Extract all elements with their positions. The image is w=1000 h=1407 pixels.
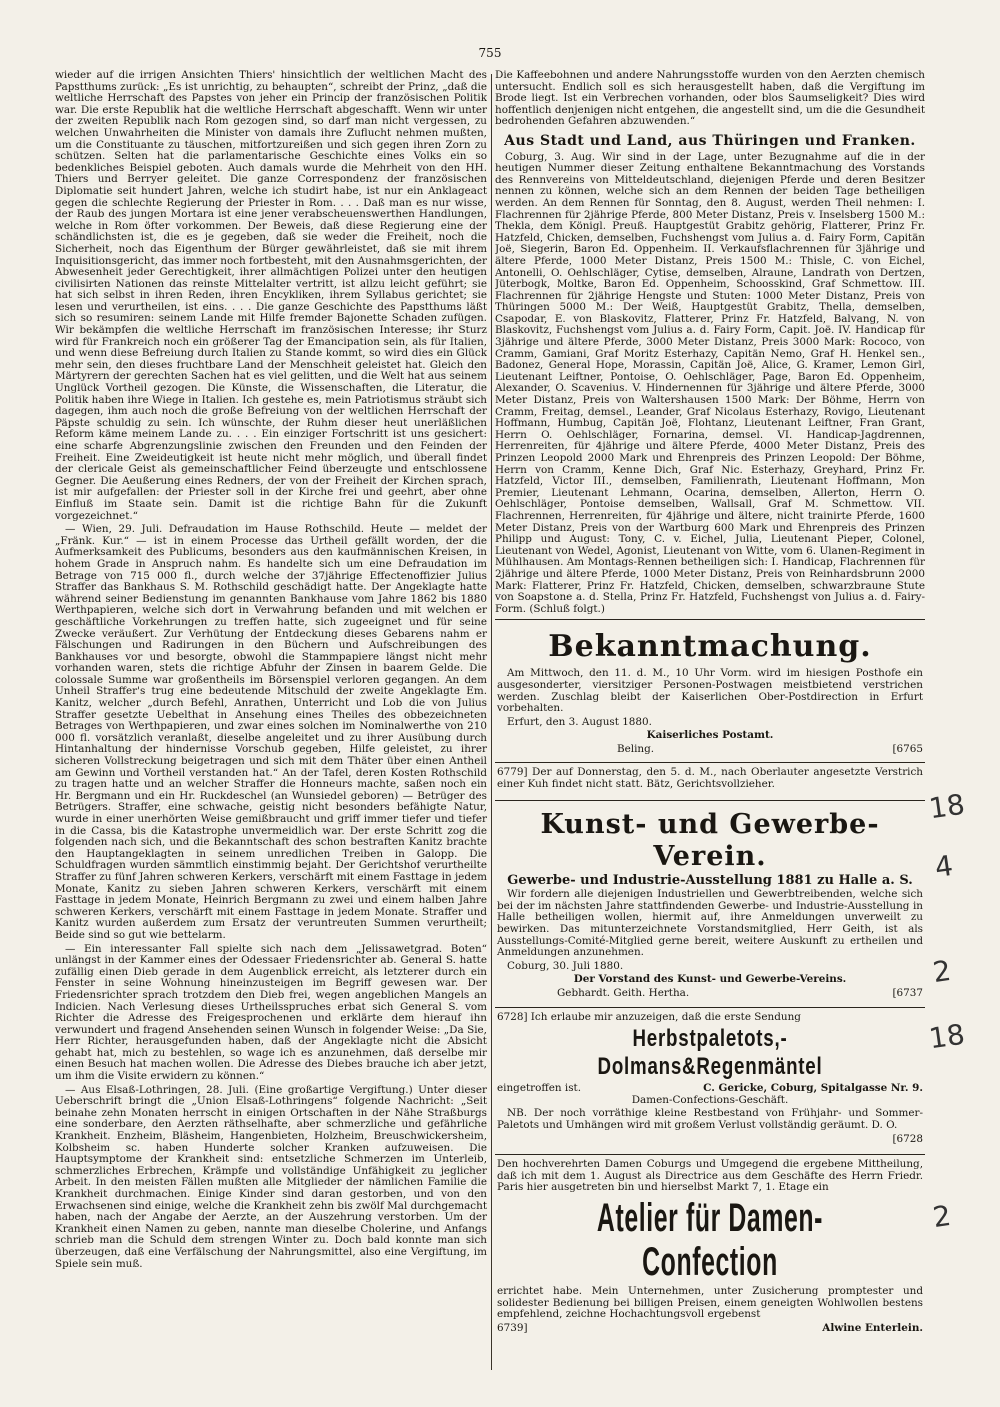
ad-body: errichtet habe. Mein Unternehmen, unter Zusicherung promptester und solidester Bedienung bei billigen Preisen, einem geneigten Wohlwollen bestens empfehlend, zeichne Hochachtungsvoll ergebenst <box>497 1284 923 1321</box>
margin-mark: 2 <box>930 1198 954 1235</box>
left-column <box>55 70 487 1370</box>
ad-name: Beling. <box>617 742 655 755</box>
ad-intro: Den hochverehrten Damen Coburgs und Umgegend die ergebene Mittheilung, daß ich mit dem 1. August als Directrice aus dem Geschäfte des Herrn Friedr. Paris hier ausgetreten bin und hierselbst Markt 7, 1. Etage ein <box>497 1158 923 1194</box>
article-papacy: wieder auf die irrigen Ansichten Thiers' hinsichtlich der weltlichen Macht des Papstthums zurück: „Es ist unrichtig, zu behaupten“, schreibt der Prinz, „daß die weltliche Herrschaft des Papstes von jeher ein Princip der französischen Politik war. Die erste Republik hat die weltliche Herrschaft abgeschafft. Wenn wir unter der zweiten Republik nach Rom gezogen sind, so darf man nicht vergessen, zu welchen Unwahrheiten die Minister von damals ihre Zuflucht nehmen mußten, um die Constituante zu täuschen, mitfortzureißen und sich gegen ihren Zorn zu schützen. Selten hat die parlamentarische Geschichte eines Volks ein so bedenkliches Beispiel geboten. Auch damals wurde die Mehrheit von den HH. Thiers und Berryer geleitet. Die ganze Correspondenz der französischen Diplomatie seit hundert Jahren, welche ich studirt habe, ist nur ein Anklageact gegen die schlechte Regierung der Priester in Rom. . . . Daß man es nur wisse, der Raub des jungen Mortara ist eine jener verabscheuenswerthen Handlungen, welche in Rom öfter vorkommen. Der Beweis, daß diese Regierung eine der schändlichsten ist, die es je gegeben, daß sie weder die Freiheit, noch die Sicherheit, noch das Eigenthum der Bürger gewährleistet, daß sie mit ihrem Inquisitionsgericht, das immer noch fortbesteht, mit den Ausnahmsgerichten, der Abwesenheit jeder Gerechtigkeit, ihrer allmächtigen Polizei unter den heutigen civilisirten Nationen das reinste Mittelalter vertritt, ist allzu leicht geführt; sie hat sich selbst in ihren Reden, ihren Encykliken, ihrem Syllabus gerichtet; sie lesen und verurtheilen, ist eins. . . . Die ganze Geschichte des Papstthums läßt sich so resumiren: seinem Lande mit Hilfe fremder Bajonette Schaden zufügen. Wir bekämpfen die weltliche Herrschaft im französischen Interesse; ihr Sturz wird für Frankreich noch ein größerer Tag der Emancipation sein, als für Italien, und wenn diese Befreiung durch Italien zu Stande kommt, so wird dies ein Glück mehr sein, den dieses fruchtbare Land der Menschheit geleistet hat. Gleich den Märtyrern der gerechten Sachen hat es viel gelitten, und die Welt hat aus seinem Unglück Vortheil gezogen. Die Künste, die Wissenschaften, die Literatur, die Politik haben ihre Wiege in Italien. Ich gestehe es, mein Patriotismus sträubt sich dagegen, ihm auch noch die große Befreiung von der weltlichen Herrschaft der Päpste schuldig zu sein. Ich wünschte, der Ruhm dieser heut unerläßlichen Reform käme meinem Lande zu. . . . Ein einziger Fortschritt ist uns gesichert: eine scharfe Abgrenzungslinie zwischen den Freunden und den Feinden der Freiheit. Eine Zweideutigkeit ist heute nicht mehr möglich, und überall findet der clericale Geist als gemeinschaftlicher Feind überzeugte und entschlossene Gegner. Die Aeußerung eines Redners, der von der Freiheit der Kirchen sprach, ist mir aufgefallen: der Priester soll in der Kirche frei und geehrt, aber ohne Einfluß im Staate sein. Damit ist die richtige Bahn für die Zukunft vorgezeichnet.“ <box>55 70 487 522</box>
section-heading: Aus Stadt und Land, aus Thüringen und Franken. <box>504 132 916 149</box>
ad-number: [6737 <box>892 987 923 999</box>
ad-number: 6739] <box>497 1321 528 1334</box>
ad-signature: Der Vorstand des Kunst- und Gewerbe-Vereins. <box>573 973 847 986</box>
ad-nb: NB. Der noch vorräthige kleine Restbestand von Frühjahr- und Sommer-Paletots und Umhängen wird mit großem Verlust vollständig geräumt. D. O. <box>497 1107 923 1131</box>
column-rule <box>491 74 492 1370</box>
ad-title: Bekanntmachung. <box>548 629 872 665</box>
ad-subtitle: Gewerbe- und Industrie-Ausstellung 1881 zu Halle a. S. <box>507 872 913 888</box>
ad-date: Erfurt, den 3. August 1880. <box>507 715 652 728</box>
ad-herbstpaletots <box>495 1007 925 1151</box>
ad-names: Gebhardt. Geith. Hertha. <box>557 987 690 999</box>
ad-kunst-verein <box>495 800 925 1003</box>
page-number: 755 <box>478 46 502 60</box>
ad-number: [6765 <box>892 742 923 755</box>
article-odessa: — Ein interessanter Fall spielte sich nach dem „Jelissawetgrad. Boten“ unlängst in der Kammer eines der Odessaer Friedensrichter ab. General S. hatte zufällig einen Dieb gerade in dem Augenblick erreicht, als letzterer durch ein Fenster in seine Wohnung hineinzusteigen im Begriff gewesen war. Der Friedensrichter sprach trotzdem den Dieb frei, wegen angeblichen Mangels an Indicien. Nach Verlesung dieses Urtheilsspruches erbat sich General S. vom Richter die Adresse des Freigesprochenen und erklärte dem hierauf ihn verwundert und fragend Ansehenden seinen Wunsch in folgender Weise: „Da Sie, Herr Richter, herausgefunden haben, daß der Angeklagte nicht die Absicht gehabt hat, mich zu bestehlen, so wage ich es anzunehmen, daß derselbe mir einen Besuch hat machen wollen. Die Adresse des Diebes brauche ich aber jetzt, um ihm die Visite erwidern zu können.“ <box>55 942 487 1083</box>
ad-number: [6728 <box>892 1132 923 1145</box>
article-coburg-races: Coburg, 3. Aug. Wir sind in der Lage, unter Bezugnahme auf die in der heutigen Nummer dieser Zeitung enthaltene Bekanntmachung des Vorstands des Rennvereins von Mitteldeutschland, diejenigen Pferde und deren Besitzer nennen zu können, welche sich an dem Rennen der beiden Tage betheiligen werden. An dem Rennen für Sonntag, den 8. August, werden Theil nehmen: I. Flachrennen für 2jährige Pferde, 800 Meter Distanz, Preis v. Inselsberg 1500 M.: Thekla, dem Königl. Preuß. Hauptgestüt Grabitz gehörig, Flatterer, Prinz Fr. Hatzfeld, Chicken, demselben, Fuchshengst vom Julius a. d. Fairy Form, Capitän Joë, Siegerin, Baron Ed. Oppenheim. II. Verkaufsflachrennen für 3jährige und ältere Pferde, 1000 Meter Distanz, Preis 1500 M.: Thisle, C. von Eichel, Antonelli, O. Oehlschläger, Cytise, demselben, Alraune, Landrath von Dertzen, Jüterbogk, Moltke, Baron Ed. Oppenheim, Schoosskind, Graf Schmettow. III. Flachrennen für 2jährige Hengste und Stuten: 1000 Meter Distanz, Preis von Thüringen 5000 M.: Der Weiß, Hauptgestüt Grabitz, Thella, demselben, Csapodar, E. von Blaskovitz, Flatterer, Prinz Fr. Hatzfeld, Balvang, N. von Blaskovitz, Fuchshengst vom Julius a. d. Fairy Form, Capit. Joë. IV. Handicap für 3jährige und ältere Pferde, 3000 Meter Distanz, Preis 3000 Mark: Rococo, von Cramm, Gamiani, Graf Moritz Esterhazy, Capitän Nemo, Graf H. Henkel sen., Badonez, General Hope, Morassin, Capitän Joë, Alice, G. Kramer, Lemon Girl, Lieutenant Leiftner, Pontoise, O. Oehlschläger, Page, Baron Ed. Oppenheim, Alexander, O. Scavenius. V. Hindernennen für 3jährige und ältere Pferde, 3000 Meter Distanz, Preis von Waltershausen 1500 Mark: Der Böhme, Herrn von Cramm, Freitag, demsel., Leander, Graf Nicolaus Esterhazy, Rovigo, Lieutenant Hoffmann, Humbug, Capitän Joë, Flohtanz, Lieutenant Leiftner, Fran Grant, Herrn O. Oehlschläger, Fornarina, demsel. VI. Handicap-Jagdrennen, Herrenreiten, für 4jährige und ältere Pferde, 4000 Meter Distanz, Preis des Prinzen Leopold 2000 Mark und Ehrenpreis des Prinzen Leopold: Der Böhme, Herrn von Cramm, Kenne Dich, Graf Nic. Esterhazy, Greyhard, Prinz Fr. Hatzfeld, Victor III., demselben, Familienrath, Lieutenant Hoffmann, Mon Premier, Lieutenant Lehmann, Ocarina, demselben, Allerton, Herrn O. Oehlschläger, Pontoise demselben, Wallsall, Graf M. Schmettow. VII. Flachrennen, Herrenreiten, für 4jährige und ältere, nicht trainirte Pferde, 1600 Meter Distanz, Preis von der Wartburg 600 Mark und Ehrenpreis des Prinzen Philipp und August: Tony, C. v. Eichel, Julia, Lieutenant Pieper, Colonel, Lieutenant von Wedel, Agonist, Lieutenant von Witte, vom 6. Ulanen-Regiment in Mühlhausen. Am Montags-Rennen betheiligen sich: I. Handicap, Flachrennen für 2jährige und ältere Pferde, 1000 Meter Distanz, Preis von Reinhardsbrunn 2000 Mark: Flatterer, Prinz Fr. Hatzfeld, Chicken, demselben, schwarzbraune Stute von Soapstone a. d. Stella, Prinz Fr. Hatzfeld, Fuchshengst von Julius a. d. Fairy-Form. (Schluß folgt.) <box>495 150 925 615</box>
ad-signature: Kaiserliches Postamt. <box>646 729 774 742</box>
right-column <box>495 70 925 1370</box>
ad-intro: 6728] Ich erlaube mir anzuzeigen, daß die erste Sendung <box>497 1010 801 1023</box>
ad-firm-type: Damen-Confections-Geschäft. <box>631 1093 789 1106</box>
article-alsace: — Aus Elsaß-Lothringen, 28. Juli. (Eine großartige Vergiftung.) Unter dieser Ueberschrift bringt die „Union Elsaß-Lothringens“ folgende Nachricht: „Seit beinahe zehn Monaten herrscht in einigen Ortschaften in der Nähe Straßburgs eine sonderbare, den Aerzten räthselhafte, aber schmerzliche und gefährliche Krankheit. Enzheim, Bläsheim, Hangenbieten, Holzheim, Breuschwickersheim, Kolbsheim sc. haben Hunderte solcher Kranken aufzuweisen. Die Hauptsymptome der Krankheit sind: entsetzliche Schmerzen im Unterleib, schmerzliches Erbrechen, Krämpfe und vollständige Unfähigkeit zu jeglicher Arbeit. In den meisten Fällen mußten alle Mitglieder der nämlichen Familie die Krankheit durchmachen. Einige Kinder sind daran gestorben, und von den Erwachsenen sind einige, welche die Krankheit zehn bis zwölf Mal durchgemacht haben, nach der Angabe der Aerzte, an der Auszehrung verstorben. Um der Krankheit einen Namen zu geben, nannte man dieselbe Cholerine, und Anfangs schrieb man die Schuld dem strengen Winter zu. Doch bald konnte man sich überzeugen, daß eine Verfälschung der Nahrungsmittel, also eine Vergiftung, im Spiele sein muß. <box>55 1083 487 1270</box>
ad-title: Herbstpaletots,-Dolmans&Regenmäntel <box>597 1025 823 1081</box>
handwritten-margin-marks <box>925 780 995 1380</box>
ad-date: Coburg, 30. Juli 1880. <box>507 959 624 972</box>
ad-body: Wir fordern alle diejenigen Industriellen und Gewerbtreibenden, welche sich bei der im nächsten Jahre stattfindenden Gewerbe- und Industrie-Ausstellung in Halle betheiligen wollen, hiermit auf, ihre Anmeldungen unverweilt zu bewirken. Das mitunterzeichnete Vorstandsmitglied, Herr Geith, ist als Ausstellungs-Comité-Mitglied gerne bereit, weitere Auskunft zu ertheilen und Anmeldungen anzunehmen. <box>497 888 923 959</box>
ad-body: Am Mittwoch, den 11. d. M., 10 Uhr Vorm. wird im hiesigen Posthofe ein ausgesonderter, viersitziger Personen-Postwagen meistbietend verstrichen werden. Zuschlag bleibt der Kaiserlichen Ober-Postdirection in Erfurt vorbehalten. <box>497 667 923 715</box>
ad-body: 6779] Der auf Donnerstag, den 5. d. M., nach Oberlauter angesetzte Verstrich einer Kuh findet nicht statt. Bätz, Gerichtsvollzieher. <box>497 766 923 791</box>
margin-mark: 18 <box>926 1017 967 1056</box>
margin-mark: 2 <box>930 953 954 990</box>
ad-title: Atelier für Damen-Confection <box>596 1195 824 1284</box>
ad-title: Kunst- und Gewerbe-Verein. <box>540 808 880 872</box>
ad-firm: C. Gericke, Coburg, Spitalgasse Nr. 9. <box>703 1082 923 1095</box>
article-alsace-cont: Die Kaffeebohnen und andere Nahrungsstoffe wurden von den Aerzten chemisch untersucht. Endlich soll es sich herausgestellt haben, daß die Vergiftung im Brode liegt. Ist ein Verbrechen vorhanden, oder blos Saumseligkeit? Dies wird hoffentlich denjenigen nicht entgehen, die angestellt sind, um die die Gesundheit bedrohenden Gefahren abzuwenden.“ <box>495 70 925 128</box>
ad-signature: Alwine Enterlein. <box>822 1321 923 1334</box>
newspaper-page <box>55 28 925 1370</box>
ad-bekanntmachung <box>495 619 925 758</box>
margin-mark: 18 <box>926 787 967 826</box>
ad-body: eingetroffen ist. <box>497 1082 582 1095</box>
article-rothschild: — Wien, 29. Juli. Defraudation im Hause Rothschild. Heute — meldet der „Fränk. Kur.“ — ist in einem Processe das Urtheil gefällt worden, der die Aufmerksamkeit des Publicums, besonders aus den kaufmännischen Kreisen, in hohem Grade in Anspruch nahm. Es handelte sich um eine Defraudation im Betrage von 715 000 fl., durch welche der 37jährige Effectenoffizier Julius Straffer das Bankhaus S. M. Rothschild geschädigt hatte. Der Angeklagte hatte während seiner Bedienstung im genannten Bankhause vom Jahre 1862 bis 1880 Werthpapieren, welche sich dort in Verwahrung befanden und mit welchen er geschäftliche Vorkehrungen zu treffen hatte, sich zugeeignet und für seine Zwecke veräußert. Zur Verhütung der Entdeckung dieses Gebarens nahm er Fälschungen und Radirungen in den Büchern und Aufschreibungen des Bankhauses vor und besorgte, obwohl die Stammpapiere längst nicht mehr vorhanden waren, stets die richtige Abfuhr der Zinsen in baarem Gelde. Die colossale Summe war großentheils im Börsenspiel verloren gegangen. An dem Unheil Straffer's trug eine bedeutende Mitschuld der zweite Angeklagte Em. Kanitz, welcher „durch Befehl, Anrathen, Unterricht und Lob die von Julius Straffer gesetzte Uebelthat in Ansehung eines Theiles des obbezeichneten Betrages von Werthpapieren, und zwar eines solchen im Nominalwerthe von 210 000 fl. vorsätzlich veranlaßt, dieselbe angeleitet und zu ihrer Ausübung durch Hintanhaltung der hindernisse Vorschub gegeben, Hilfe geleistet, zu ihrer sicheren Vollstreckung beigetragen und sich mit dem Thäter über einen Antheil am Gewinn und Vortheil verstanden hat.“ An der Tafel, deren Kosten Rothschild zu tragen hatte und an welcher Straffer die Honneurs machte, saßen noch ein Hr. Bergmann und ein Hr. Ruckdeschel (an Wunsiedel geboren) — Betrüger des Betrügers. Straffer, eine schwache, geistig nicht besonders befähigte Natur, wurde in einer unerhörten Weise gemißbraucht und griff immer tiefer und tiefer in die Cassa, bis die Katastrophe unvermeidlich war. Der erste Schritt zog die folgenden nach sich, und die Bekanntschaft des schon bestraften Kanitz brachte den Hauptangeklagten in seinem unredlichen Treiben in Galopp. Die Schuldfragen wurden sämmtlich einstimmig bejaht. Der Gerichtshof verurtheilte Straffer zu fünf Jahren schweren Kerkers, verschärft mit einem Fasttage in jedem Monate, Kanitz zu sieben Jahren schweren Kerkers, verschärft mit einem Fasttage in jedem Monate, Heinrich Bergmann zu zwei und einem halben Jahre schweren Kerkers, verschärft mit einem Fasttage in jedem Monate. Straffer und Kanitz wurden außerdem zum Ersatz der veruntreuten Summen verurtheilt; Beide sind so gut wie bettelarm. <box>55 523 487 941</box>
ad-verstrich <box>495 762 925 795</box>
margin-mark: 4 <box>932 848 956 885</box>
ad-atelier <box>495 1154 925 1337</box>
